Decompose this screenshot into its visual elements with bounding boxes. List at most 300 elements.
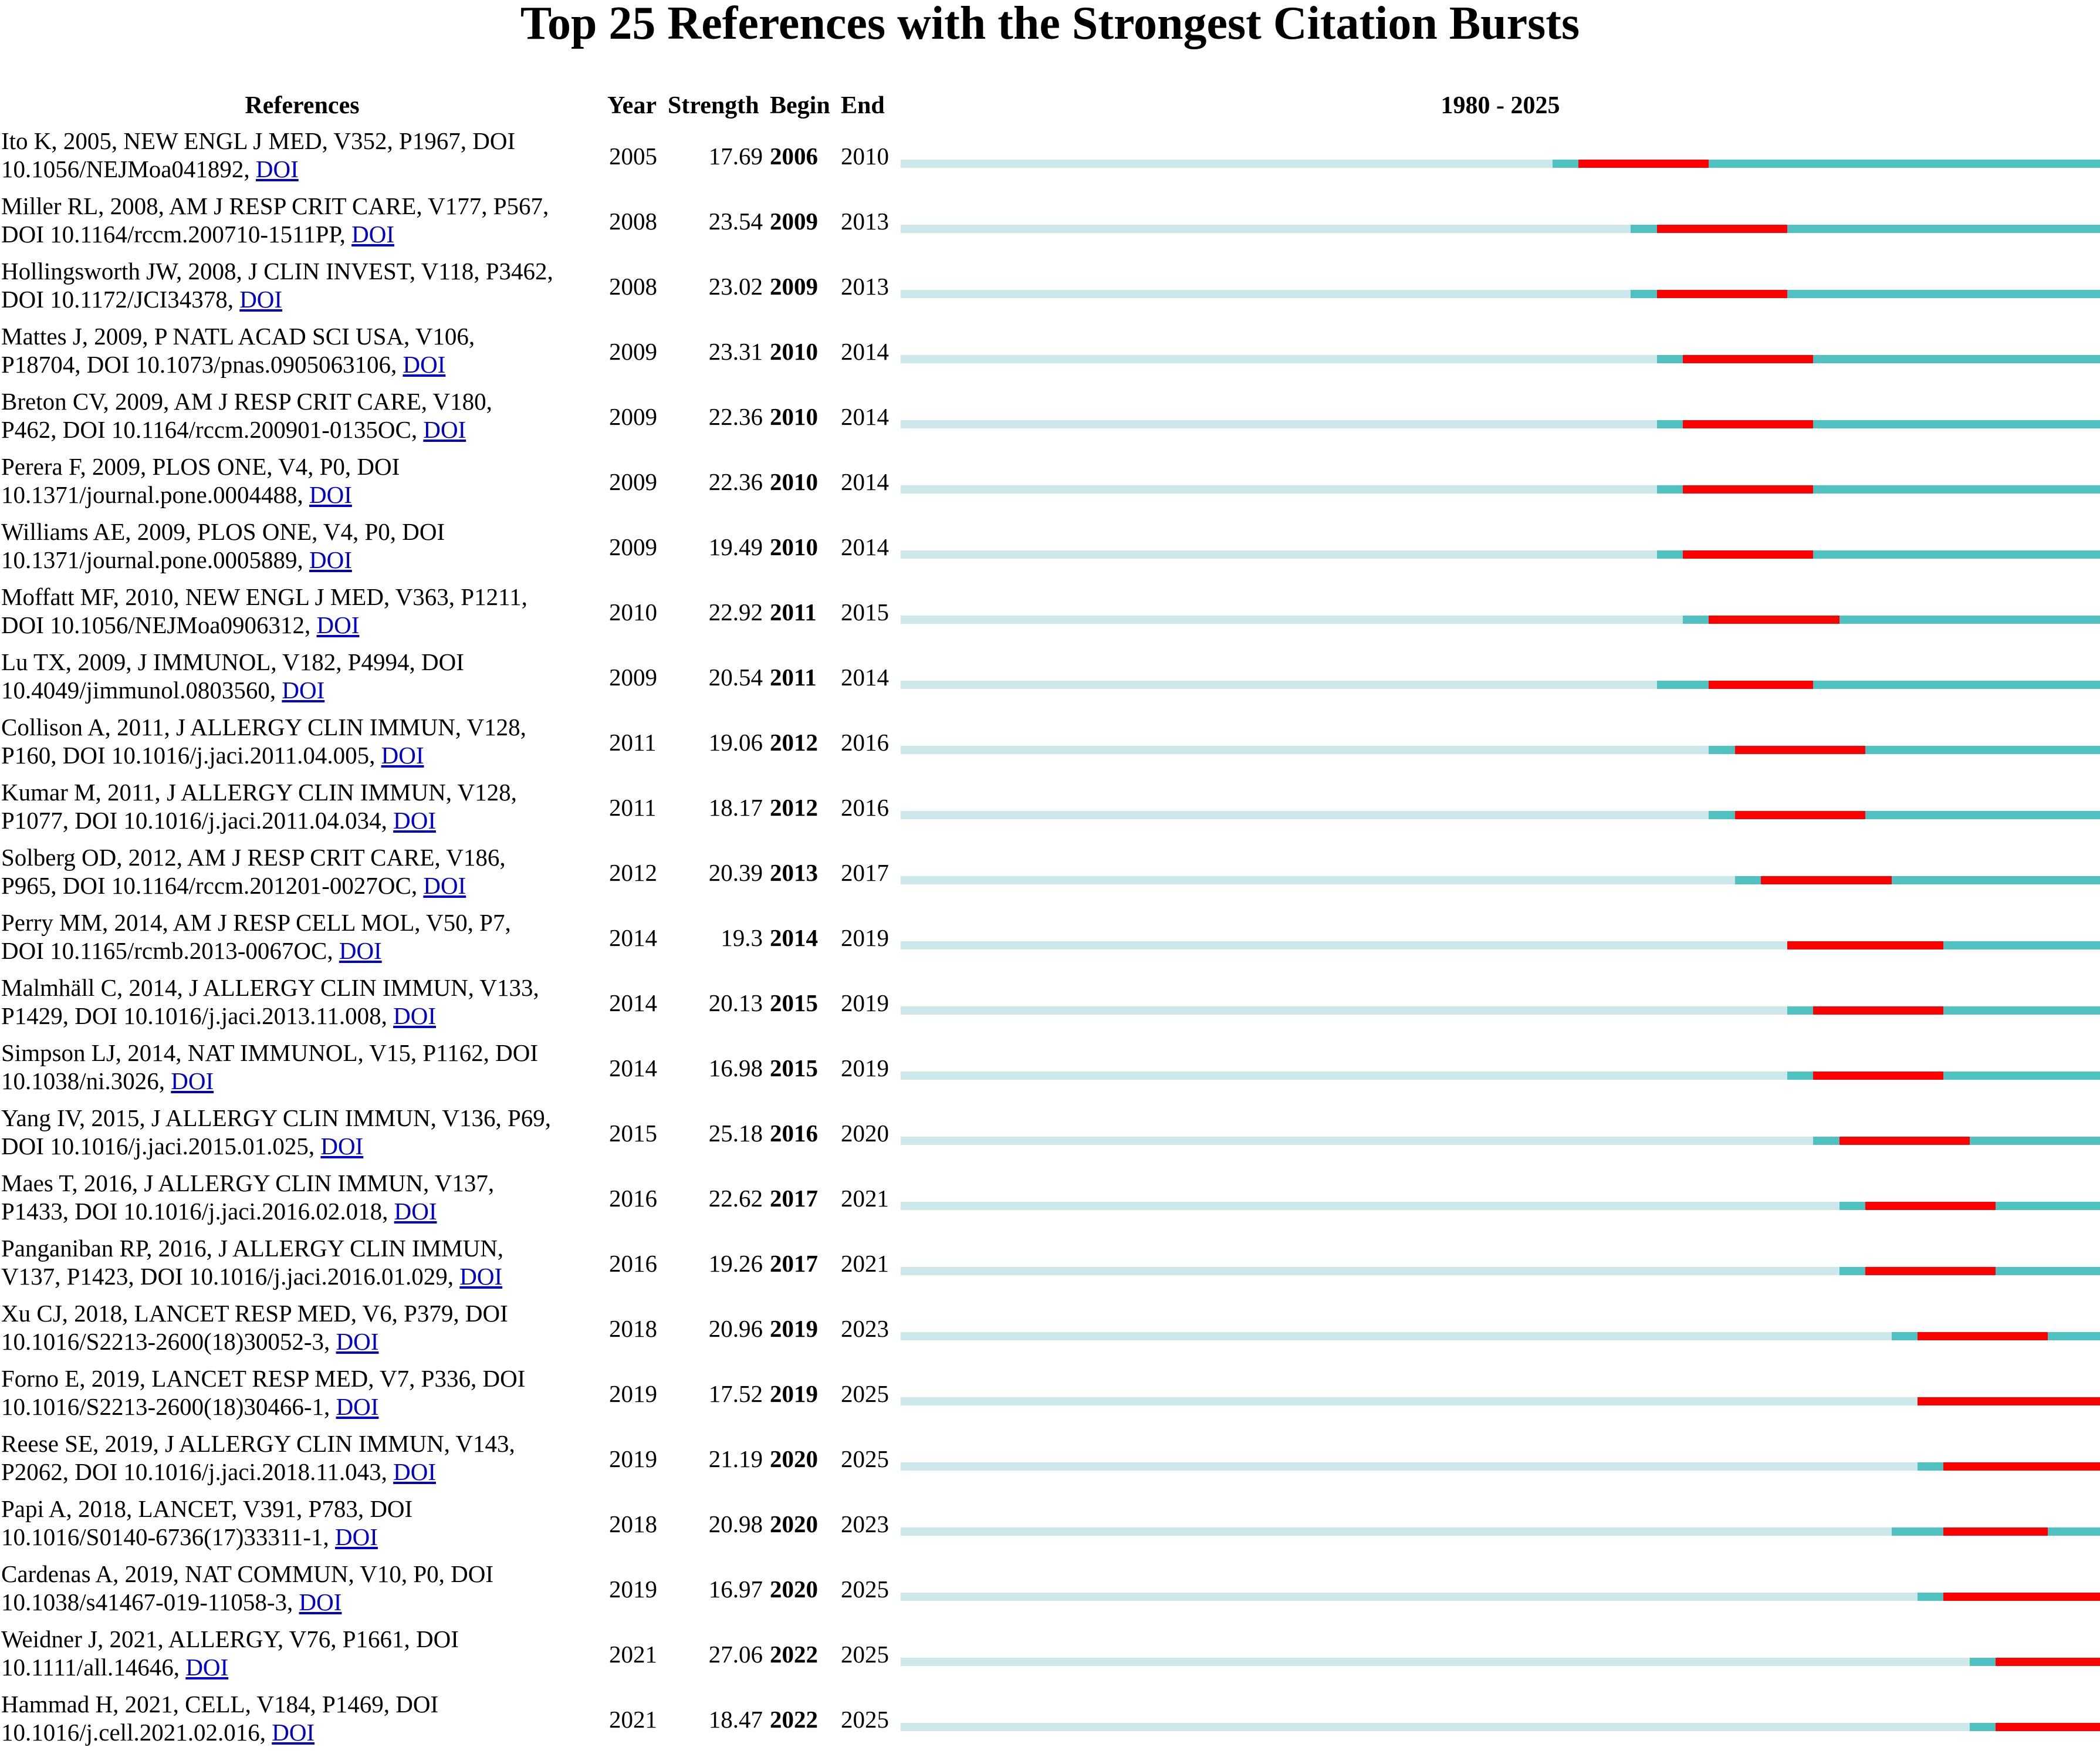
reference-citation bbox=[1, 843, 606, 900]
doi-link[interactable]: DOI bbox=[282, 677, 325, 704]
timeline-active-segment bbox=[2048, 1527, 2100, 1536]
timeline-active-segment bbox=[1839, 1202, 1865, 1210]
timeline-active-segment bbox=[1918, 1593, 1943, 1601]
doi-link[interactable]: DOI bbox=[351, 221, 394, 248]
burst-strength: 19.06 bbox=[708, 729, 763, 756]
timeline-active-segment bbox=[1657, 550, 1683, 559]
burst-strength: 20.13 bbox=[708, 989, 763, 1016]
timeline-inactive-segment bbox=[901, 1723, 1970, 1731]
burst-end-year: 2014 bbox=[841, 338, 889, 365]
publication-year: 2014 bbox=[609, 924, 657, 951]
burst-strength: 21.19 bbox=[708, 1445, 763, 1472]
burst-end-year: 2023 bbox=[841, 1315, 889, 1342]
timeline-inactive-segment bbox=[901, 876, 1735, 884]
burst-end-year: 2014 bbox=[841, 403, 889, 430]
doi-link[interactable]: DOI bbox=[320, 1133, 364, 1160]
timeline-inactive-segment bbox=[901, 616, 1683, 624]
burst-end-year: 2017 bbox=[841, 859, 889, 886]
publication-year: 2018 bbox=[609, 1510, 657, 1537]
burst-timeline bbox=[901, 1462, 2100, 1471]
reference-citation bbox=[1, 257, 606, 313]
doi-link[interactable]: DOI bbox=[171, 1067, 214, 1094]
burst-row bbox=[0, 1103, 2100, 1168]
publication-year: 2019 bbox=[609, 1445, 657, 1472]
reference-line-1: Hammad H, 2021, CELL, V184, P1469, DOI bbox=[1, 1691, 439, 1718]
timeline-inactive-segment bbox=[901, 1527, 1892, 1536]
burst-end-year: 2014 bbox=[841, 468, 889, 495]
timeline-inactive-segment bbox=[901, 811, 1709, 819]
burst-strength: 18.17 bbox=[708, 794, 763, 821]
timeline-active-segment bbox=[2048, 1332, 2100, 1340]
burst-row bbox=[0, 126, 2100, 191]
burst-segment bbox=[1943, 1527, 2048, 1536]
reference-citation bbox=[1, 1169, 606, 1225]
reference-line-1: Collison A, 2011, J ALLERGY CLIN IMMUN, V128, bbox=[1, 714, 526, 741]
burst-strength: 20.54 bbox=[708, 664, 763, 691]
timeline-inactive-segment bbox=[901, 355, 1657, 363]
reference-citation bbox=[1, 127, 606, 183]
publication-year: 2009 bbox=[609, 468, 657, 495]
publication-year: 2008 bbox=[609, 208, 657, 235]
doi-link[interactable]: DOI bbox=[459, 1263, 503, 1290]
doi-link[interactable]: DOI bbox=[393, 807, 436, 834]
reference-line-1: Moffatt MF, 2010, NEW ENGL J MED, V363, P1211, bbox=[1, 583, 527, 610]
burst-timeline bbox=[901, 1202, 2100, 1210]
burst-segment bbox=[1735, 746, 1865, 754]
burst-segment bbox=[1839, 1137, 1970, 1145]
burst-timeline bbox=[901, 746, 2100, 754]
burst-begin-year: 2012 bbox=[770, 794, 818, 821]
publication-year: 2016 bbox=[609, 1250, 657, 1277]
reference-line-1: Yang IV, 2015, J ALLERGY CLIN IMMUN, V136, P69, bbox=[1, 1104, 552, 1131]
burst-end-year: 2025 bbox=[841, 1641, 889, 1668]
burst-segment bbox=[1683, 550, 1813, 559]
timeline-active-segment bbox=[1709, 811, 1734, 819]
timeline-active-segment bbox=[1970, 1723, 1996, 1731]
burst-end-year: 2016 bbox=[841, 794, 889, 821]
burst-segment bbox=[1787, 941, 1944, 949]
doi-link[interactable]: DOI bbox=[316, 611, 360, 638]
burst-end-year: 2014 bbox=[841, 533, 889, 560]
reference-line-2: 10.1016/j.cell.2021.02.016, bbox=[1, 1719, 266, 1746]
reference-line-2: P18704, DOI 10.1073/pnas.0905063106, bbox=[1, 351, 397, 378]
burst-strength: 27.06 bbox=[708, 1641, 763, 1668]
timeline-active-segment bbox=[1943, 1072, 2100, 1080]
column-header-year: Year bbox=[607, 92, 657, 119]
publication-year: 2015 bbox=[609, 1120, 657, 1147]
reference-citation bbox=[1, 518, 606, 574]
column-header-references: References bbox=[245, 92, 360, 119]
burst-timeline bbox=[901, 1527, 2100, 1536]
reference-citation bbox=[1, 1690, 606, 1746]
timeline-active-segment bbox=[1892, 876, 2100, 884]
burst-strength: 22.62 bbox=[708, 1185, 763, 1212]
burst-begin-year: 2010 bbox=[770, 533, 818, 560]
reference-line-1: Kumar M, 2011, J ALLERGY CLIN IMMUN, V128, bbox=[1, 779, 517, 806]
burst-strength: 17.52 bbox=[708, 1380, 763, 1407]
burst-row bbox=[0, 1689, 2100, 1754]
reference-line-2: DOI 10.1164/rccm.200710-1511PP, bbox=[1, 221, 346, 248]
timeline-active-segment bbox=[1813, 420, 2100, 428]
doi-link[interactable]: DOI bbox=[423, 416, 466, 443]
timeline-active-segment bbox=[1813, 485, 2100, 494]
reference-line-2: 10.1038/s41467-019-11058-3, bbox=[1, 1589, 293, 1616]
publication-year: 2021 bbox=[609, 1641, 657, 1668]
burst-end-year: 2013 bbox=[841, 273, 889, 300]
timeline-active-segment bbox=[1892, 1527, 1944, 1536]
burst-segment bbox=[1578, 160, 1709, 168]
burst-row bbox=[0, 1624, 2100, 1689]
timeline-inactive-segment bbox=[901, 1593, 1918, 1601]
reference-citation bbox=[1, 1495, 606, 1551]
reference-line-1: Ito K, 2005, NEW ENGL J MED, V352, P1967, DOI bbox=[1, 127, 516, 154]
burst-segment bbox=[1709, 616, 1839, 624]
reference-line-1: Reese SE, 2019, J ALLERGY CLIN IMMUN, V143, bbox=[1, 1430, 515, 1457]
timeline-active-segment bbox=[1657, 485, 1683, 494]
burst-segment bbox=[1683, 485, 1813, 494]
doi-link[interactable]: DOI bbox=[255, 156, 299, 183]
burst-row bbox=[0, 191, 2100, 256]
reference-citation bbox=[1, 778, 606, 834]
timeline-active-segment bbox=[1892, 1332, 1918, 1340]
timeline-active-segment bbox=[1631, 290, 1656, 298]
burst-end-year: 2025 bbox=[841, 1380, 889, 1407]
burst-timeline bbox=[901, 616, 2100, 624]
column-header-end: End bbox=[841, 92, 885, 119]
burst-begin-year: 2014 bbox=[770, 924, 818, 951]
burst-segment bbox=[1996, 1658, 2100, 1666]
reference-line-1: Perera F, 2009, PLOS ONE, V4, P0, DOI bbox=[1, 453, 400, 480]
reference-line-2: DOI 10.1056/NEJMoa0906312, bbox=[1, 611, 311, 638]
doi-link[interactable]: DOI bbox=[299, 1589, 342, 1616]
burst-begin-year: 2022 bbox=[770, 1706, 818, 1733]
burst-end-year: 2019 bbox=[841, 924, 889, 951]
burst-timeline bbox=[901, 290, 2100, 298]
burst-strength: 16.98 bbox=[708, 1055, 763, 1082]
reference-line-2: 10.1056/NEJMoa041892, bbox=[1, 156, 250, 183]
burst-segment bbox=[1918, 1332, 2048, 1340]
reference-citation bbox=[1, 713, 606, 769]
reference-line-1: Forno E, 2019, LANCET RESP MED, V7, P336, DOI bbox=[1, 1365, 526, 1392]
burst-begin-year: 2012 bbox=[770, 729, 818, 756]
reference-line-2: 10.1111/all.14646, bbox=[1, 1654, 180, 1681]
reference-line-2: 10.1371/journal.pone.0005889, bbox=[1, 546, 303, 573]
doi-link[interactable]: DOI bbox=[272, 1719, 315, 1746]
timeline-active-segment bbox=[1813, 681, 2100, 689]
burst-row bbox=[0, 516, 2100, 582]
burst-end-year: 2019 bbox=[841, 1055, 889, 1082]
timeline-active-segment bbox=[1735, 876, 1761, 884]
publication-year: 2016 bbox=[609, 1185, 657, 1212]
burst-strength: 23.31 bbox=[708, 338, 763, 365]
timeline-active-segment bbox=[1839, 616, 2100, 624]
burst-timeline bbox=[901, 1137, 2100, 1145]
burst-begin-year: 2011 bbox=[770, 664, 817, 691]
doi-link[interactable]: DOI bbox=[239, 286, 283, 313]
reference-line-1: Williams AE, 2009, PLOS ONE, V4, P0, DOI bbox=[1, 518, 445, 545]
reference-line-1: Solberg OD, 2012, AM J RESP CRIT CARE, V186, bbox=[1, 844, 506, 871]
publication-year: 2012 bbox=[609, 859, 657, 886]
burst-row bbox=[0, 1168, 2100, 1233]
burst-end-year: 2023 bbox=[841, 1510, 889, 1537]
burst-end-year: 2010 bbox=[841, 143, 889, 170]
publication-year: 2018 bbox=[609, 1315, 657, 1342]
burst-row bbox=[0, 972, 2100, 1037]
burst-strength: 16.97 bbox=[708, 1576, 763, 1603]
reference-citation bbox=[1, 1104, 606, 1160]
burst-begin-year: 2015 bbox=[770, 989, 818, 1016]
timeline-active-segment bbox=[1709, 746, 1734, 754]
timeline-active-segment bbox=[1865, 811, 2100, 819]
burst-begin-year: 2017 bbox=[770, 1250, 818, 1277]
burst-timeline bbox=[901, 1397, 2100, 1405]
reference-line-2: P1433, DOI 10.1016/j.jaci.2016.02.018, bbox=[1, 1198, 388, 1225]
burst-segment bbox=[1813, 1072, 1943, 1080]
doi-link[interactable]: DOI bbox=[335, 1523, 378, 1550]
doi-link[interactable]: DOI bbox=[423, 872, 466, 899]
burst-timeline bbox=[901, 420, 2100, 428]
timeline-inactive-segment bbox=[901, 225, 1631, 233]
burst-row bbox=[0, 256, 2100, 321]
burst-row bbox=[0, 1298, 2100, 1363]
doi-link[interactable]: DOI bbox=[393, 1002, 436, 1029]
reference-citation bbox=[1, 1625, 606, 1681]
burst-segment bbox=[1657, 290, 1787, 298]
timeline-inactive-segment bbox=[901, 746, 1709, 754]
burst-timeline bbox=[901, 811, 2100, 819]
timeline-active-segment bbox=[1970, 1137, 2100, 1145]
timeline-inactive-segment bbox=[901, 941, 1787, 949]
doi-link[interactable]: DOI bbox=[309, 546, 352, 573]
timeline-active-segment bbox=[1996, 1202, 2100, 1210]
reference-line-1: Malmhäll C, 2014, J ALLERGY CLIN IMMUN, V133, bbox=[1, 974, 539, 1001]
timeline-inactive-segment bbox=[901, 1658, 1970, 1666]
column-header-timeline-range: 1980 - 2025 bbox=[1440, 92, 1560, 119]
timeline-inactive-segment bbox=[901, 1397, 1918, 1405]
burst-timeline bbox=[901, 160, 2100, 168]
timeline-inactive-segment bbox=[901, 1202, 1839, 1210]
burst-begin-year: 2020 bbox=[770, 1576, 818, 1603]
reference-citation bbox=[1, 387, 606, 444]
reference-line-2: P160, DOI 10.1016/j.jaci.2011.04.005, bbox=[1, 742, 376, 769]
reference-line-2: 10.4049/jimmunol.0803560, bbox=[1, 677, 276, 704]
reference-citation bbox=[1, 452, 606, 509]
burst-begin-year: 2017 bbox=[770, 1185, 818, 1212]
timeline-active-segment bbox=[1787, 1006, 1813, 1015]
publication-year: 2009 bbox=[609, 338, 657, 365]
reference-line-1: Hollingsworth JW, 2008, J CLIN INVEST, V118, P3462, bbox=[1, 258, 553, 285]
reference-line-2: 10.1016/S0140-6736(17)33311-1, bbox=[1, 1523, 329, 1550]
reference-line-1: Xu CJ, 2018, LANCET RESP MED, V6, P379, DOI bbox=[1, 1300, 508, 1327]
burst-row bbox=[0, 1233, 2100, 1298]
reference-line-2: DOI 10.1165/rcmb.2013-0067OC, bbox=[1, 937, 333, 964]
timeline-inactive-segment bbox=[901, 1072, 1787, 1080]
publication-year: 2005 bbox=[609, 143, 657, 170]
burst-row bbox=[0, 647, 2100, 712]
doi-link[interactable]: DOI bbox=[394, 1198, 437, 1225]
burst-end-year: 2021 bbox=[841, 1185, 889, 1212]
burst-begin-year: 2015 bbox=[770, 1055, 818, 1082]
burst-timeline bbox=[901, 941, 2100, 949]
burst-end-year: 2014 bbox=[841, 664, 889, 691]
doi-link[interactable]: DOI bbox=[381, 742, 424, 769]
doi-link[interactable]: DOI bbox=[403, 351, 446, 378]
burst-row bbox=[0, 1428, 2100, 1493]
burst-timeline bbox=[901, 1332, 2100, 1340]
burst-row bbox=[0, 777, 2100, 842]
burst-segment bbox=[1943, 1593, 2100, 1601]
burst-begin-year: 2019 bbox=[770, 1315, 818, 1342]
burst-strength: 19.49 bbox=[708, 533, 763, 560]
burst-begin-year: 2009 bbox=[770, 208, 818, 235]
reference-line-1: Mattes J, 2009, P NATL ACAD SCI USA, V106, bbox=[1, 323, 475, 350]
timeline-active-segment bbox=[1970, 1658, 1996, 1666]
reference-citation bbox=[1, 1364, 606, 1421]
burst-segment bbox=[1657, 225, 1787, 233]
burst-timeline bbox=[901, 1006, 2100, 1015]
timeline-inactive-segment bbox=[901, 290, 1631, 298]
doi-link[interactable]: DOI bbox=[309, 481, 352, 508]
burst-row bbox=[0, 907, 2100, 972]
publication-year: 2019 bbox=[609, 1576, 657, 1603]
burst-begin-year: 2009 bbox=[770, 273, 818, 300]
doi-link[interactable]: DOI bbox=[339, 937, 382, 964]
reference-line-1: Breton CV, 2009, AM J RESP CRIT CARE, V180, bbox=[1, 388, 492, 415]
reference-line-1: Weidner J, 2021, ALLERGY, V76, P1661, DOI bbox=[1, 1625, 459, 1652]
burst-begin-year: 2013 bbox=[770, 859, 818, 886]
burst-segment bbox=[1813, 1006, 1943, 1015]
publication-year: 2010 bbox=[609, 599, 657, 626]
burst-timeline bbox=[901, 681, 2100, 689]
burst-strength: 22.92 bbox=[708, 599, 763, 626]
timeline-inactive-segment bbox=[901, 160, 1553, 168]
burst-timeline bbox=[901, 355, 2100, 363]
timeline-active-segment bbox=[1813, 355, 2100, 363]
reference-line-2: P462, DOI 10.1164/rccm.200901-0135OC, bbox=[1, 416, 418, 443]
reference-line-2: DOI 10.1016/j.jaci.2015.01.025, bbox=[1, 1133, 315, 1160]
timeline-inactive-segment bbox=[901, 1006, 1787, 1015]
doi-link[interactable]: DOI bbox=[336, 1393, 379, 1420]
burst-segment bbox=[1709, 681, 1813, 689]
timeline-active-segment bbox=[1943, 941, 2100, 949]
burst-row bbox=[0, 1037, 2100, 1103]
reference-line-2: 10.1016/S2213-2600(18)30052-3, bbox=[1, 1328, 330, 1355]
reference-line-1: Cardenas A, 2019, NAT COMMUN, V10, P0, DOI bbox=[1, 1560, 493, 1587]
timeline-inactive-segment bbox=[901, 1267, 1839, 1275]
burst-row bbox=[0, 712, 2100, 777]
timeline-active-segment bbox=[1657, 420, 1683, 428]
reference-line-1: Panganiban RP, 2016, J ALLERGY CLIN IMMUN, bbox=[1, 1235, 504, 1262]
reference-citation bbox=[1, 1560, 606, 1616]
burst-end-year: 2025 bbox=[841, 1445, 889, 1472]
burst-strength: 20.98 bbox=[708, 1510, 763, 1537]
burst-begin-year: 2020 bbox=[770, 1445, 818, 1472]
timeline-active-segment bbox=[1709, 160, 2100, 168]
burst-row bbox=[0, 386, 2100, 451]
publication-year: 2011 bbox=[609, 729, 657, 756]
burst-segment bbox=[1996, 1723, 2100, 1731]
burst-begin-year: 2011 bbox=[770, 599, 817, 626]
burst-timeline bbox=[901, 1267, 2100, 1275]
reference-citation bbox=[1, 1429, 606, 1486]
burst-end-year: 2013 bbox=[841, 208, 889, 235]
burst-segment bbox=[1683, 355, 1813, 363]
burst-row bbox=[0, 1363, 2100, 1428]
timeline-active-segment bbox=[1657, 355, 1683, 363]
publication-year: 2009 bbox=[609, 403, 657, 430]
publication-year: 2021 bbox=[609, 1706, 657, 1733]
column-header-begin: Begin bbox=[770, 92, 830, 119]
burst-begin-year: 2019 bbox=[770, 1380, 818, 1407]
reference-line-2: DOI 10.1172/JCI34378, bbox=[1, 286, 234, 313]
reference-line-2: V137, P1423, DOI 10.1016/j.jaci.2016.01.029, bbox=[1, 1263, 454, 1290]
reference-citation bbox=[1, 974, 606, 1030]
timeline-active-segment bbox=[1865, 746, 2100, 754]
burst-segment bbox=[1865, 1267, 1996, 1275]
burst-timeline bbox=[901, 485, 2100, 494]
doi-link[interactable]: DOI bbox=[336, 1328, 379, 1355]
reference-line-2: P1077, DOI 10.1016/j.jaci.2011.04.034, bbox=[1, 807, 387, 834]
timeline-inactive-segment bbox=[901, 1462, 1918, 1471]
reference-citation bbox=[1, 1039, 606, 1095]
burst-begin-year: 2006 bbox=[770, 143, 818, 170]
publication-year: 2019 bbox=[609, 1380, 657, 1407]
timeline-active-segment bbox=[1918, 1462, 1943, 1471]
burst-strength: 20.39 bbox=[708, 859, 763, 886]
burst-begin-year: 2020 bbox=[770, 1510, 818, 1537]
burst-strength: 23.02 bbox=[708, 273, 763, 300]
burst-strength: 18.47 bbox=[708, 1706, 763, 1733]
timeline-inactive-segment bbox=[901, 485, 1657, 494]
burst-begin-year: 2010 bbox=[770, 403, 818, 430]
burst-end-year: 2016 bbox=[841, 729, 889, 756]
timeline-inactive-segment bbox=[901, 420, 1657, 428]
timeline-active-segment bbox=[1787, 1072, 1813, 1080]
doi-link[interactable]: DOI bbox=[393, 1458, 436, 1485]
doi-link[interactable]: DOI bbox=[185, 1654, 229, 1681]
publication-year: 2009 bbox=[609, 664, 657, 691]
burst-strength: 20.96 bbox=[708, 1315, 763, 1342]
reference-citation bbox=[1, 1299, 606, 1356]
reference-line-1: Lu TX, 2009, J IMMUNOL, V182, P4994, DOI bbox=[1, 648, 464, 675]
burst-begin-year: 2010 bbox=[770, 338, 818, 365]
timeline-inactive-segment bbox=[901, 1332, 1892, 1340]
burst-strength: 23.54 bbox=[708, 208, 763, 235]
timeline-active-segment bbox=[1943, 1006, 2100, 1015]
burst-timeline bbox=[901, 1723, 2100, 1731]
timeline-active-segment bbox=[1553, 160, 1578, 168]
reference-line-2: 10.1016/S2213-2600(18)30466-1, bbox=[1, 1393, 330, 1420]
reference-line-2: 10.1371/journal.pone.0004488, bbox=[1, 481, 303, 508]
burst-segment bbox=[1683, 420, 1813, 428]
burst-begin-year: 2022 bbox=[770, 1641, 818, 1668]
burst-row bbox=[0, 842, 2100, 907]
burst-segment bbox=[1761, 876, 1891, 884]
reference-line-1: Perry MM, 2014, AM J RESP CELL MOL, V50, P7, bbox=[1, 909, 511, 936]
reference-citation bbox=[1, 908, 606, 965]
burst-timeline bbox=[901, 225, 2100, 233]
reference-citation bbox=[1, 1234, 606, 1290]
publication-year: 2014 bbox=[609, 989, 657, 1016]
burst-strength: 19.26 bbox=[708, 1250, 763, 1277]
chart-title: Top 25 References with the Strongest Citation Bursts bbox=[520, 0, 1580, 49]
burst-timeline bbox=[901, 1072, 2100, 1080]
timeline-inactive-segment bbox=[901, 1137, 1813, 1145]
burst-timeline bbox=[901, 550, 2100, 559]
burst-timeline bbox=[901, 1593, 2100, 1601]
timeline-active-segment bbox=[1787, 225, 2100, 233]
timeline-active-segment bbox=[1787, 290, 2100, 298]
